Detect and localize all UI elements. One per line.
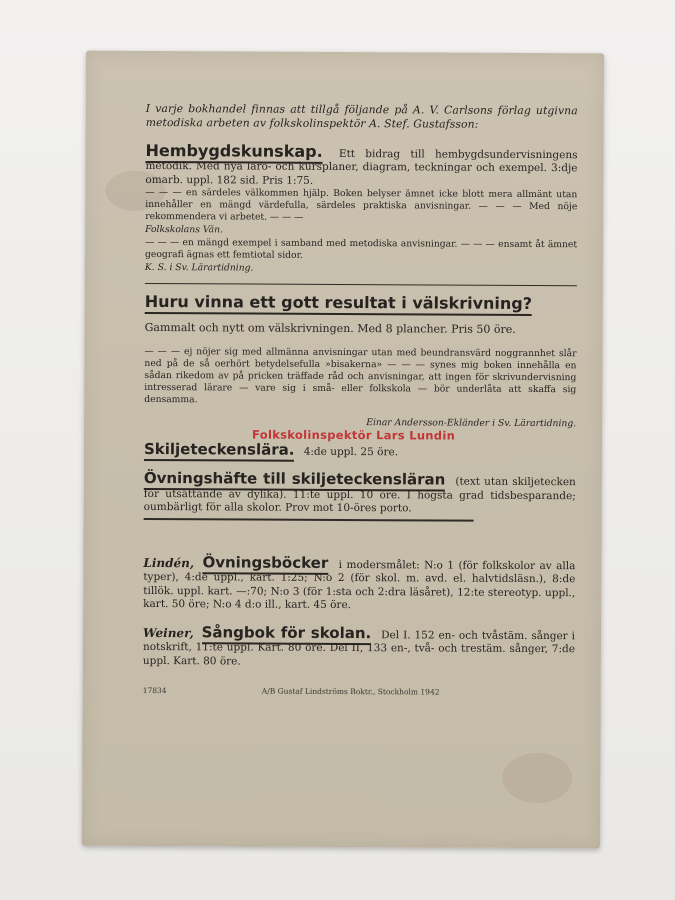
section-skiljeteckenslara: [143, 439, 576, 461]
intro-author: A. Stef. Gustafsson:: [369, 116, 479, 131]
section-description: 4:de uppl. 25 öre.: [303, 445, 399, 458]
intro-paragraph: [146, 102, 578, 132]
imprint-spacer: [535, 686, 575, 700]
printer-imprint: [143, 684, 575, 700]
author-name: Weiner,: [143, 625, 194, 640]
print-code: 17834: [142, 686, 167, 696]
section-weiner: [142, 622, 576, 671]
section-valskrivning: [144, 291, 577, 431]
review-signature: K. S. i Sv. Lärartidning.: [144, 261, 254, 274]
section-description: Del I. 152 en- och tvåstäm. sånger i notskrift, 11:te uppl. Kart. 80 öre. Del II, 133 en-, två- och trestäm. sånger, 7:de uppl. Kart. 80 öre.: [142, 628, 576, 668]
page-content: [143, 91, 578, 700]
section-title: Övningsböcker: [202, 553, 328, 575]
section-title: Sångbok för skolan.: [202, 623, 372, 645]
review-signature: Einar Andersson-Ekländer i Sv. Lärartidning.: [366, 417, 577, 430]
section-title: Övningshäfte till skiljeteckensläran: [144, 469, 446, 492]
section-description: Gammalt och nytt om välskrivningen. Med 8 plancher. Pris 50 öre.: [144, 321, 516, 337]
printer-name: A/B Gustaf Lindströms Boktr., Stockholm 1942: [261, 686, 440, 697]
booklet-back-cover: [82, 51, 604, 849]
review-text: — — — ej nöjer sig med allmänna anvisningar utan med beundransvärd noggrannhet slår ned på de så oerhört betydelsefulla »bisakerna» — — — synes mig boken innehålla en sådan rikedom av på pricken träffade råd och anvisningar, att ingen för skrivundervisning intresserad lärare — vare sig i små- eller folkskola — bör underlåta att skaffa sig densamma.: [144, 345, 577, 406]
section-title: Skiljeteckenslära.: [144, 440, 295, 462]
spacer: [144, 520, 576, 544]
section-description: (text utan skiljetecken för utsättande av dylika). 11:te uppl. 10 öre. I högsta grad tidsbesparande; oumbärligt för alla skolor. Prov mot 10-öres porto.: [143, 475, 576, 515]
section-ovningshafte: [143, 469, 576, 517]
section-hembygdskunskap: [144, 140, 578, 277]
section-title: Hembygdskunskap.: [145, 141, 322, 164]
divider-rule: [145, 283, 577, 286]
author-name: Lindén,: [143, 555, 195, 570]
section-description: Ett bidrag till hembygdsundervisningens metodik. Med nya läro- och kursplaner, diagram, teckningar och exempel. 3:dje omarb. uppl. 182 sid. Pris 1:75.: [145, 147, 578, 187]
review-text: — — — en särdeles välkommen hjälp. Boken belyser ämnet icke blott mera allmänt utan innehåller en mängd värdefulla, särdeles praktiska anvisningar. — — — Med nöje rekommendera vi arbetet. — — —: [145, 187, 578, 224]
watermark-stamp: Folkskolinspektör Lars Lundin: [252, 427, 456, 443]
section-linden: [143, 552, 576, 614]
section-title: Huru vinna ett gott resultat i välskrivning?: [145, 292, 532, 316]
review-signature: Folkskolans Vän.: [145, 224, 223, 236]
review-text: — — — en mängd exempel i samband med metodiska anvisningar. — — — ensamt åt ämnet geografi ägnas ett femtiotal sidor.: [144, 236, 578, 261]
paper-stain: [502, 753, 572, 803]
intro-text: I varje bokhandel finnas att tillgå följande på A. V. Carlsons förlag utgivna metodiska arbeten av folkskolinspektör: [145, 101, 578, 130]
section-description: i modersmålet: N:o 1 (för folkskolor av alla typer), 4:de uppl., kart. 1:25; N:o 2 (för skol. m. avd. el. halvtidsläsn.), 8:de tillök. uppl. kart. —:70; N:o 3 (för 1:sta och 2:dra läsåret), 12:te stereotyp. uppl., kart. 50 öre; N:o 4 d:o ill., kart. 45 öre.: [143, 558, 576, 612]
